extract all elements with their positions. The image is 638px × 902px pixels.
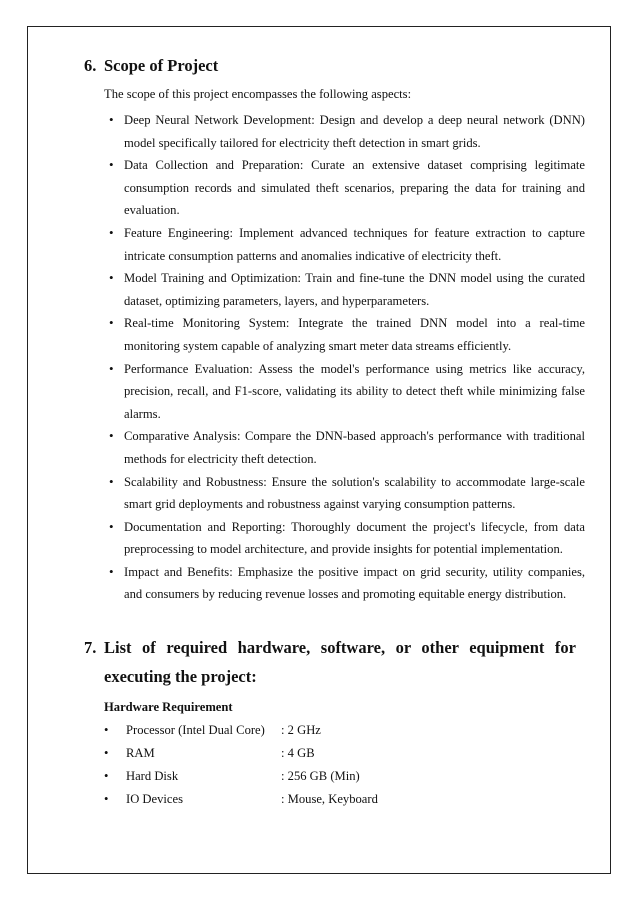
section-6 [84,55,585,606]
section-title: Scope of Project [104,56,219,75]
section-title-line-1: List of required hardware, software, or other equipment for [104,638,576,657]
section-6-heading [84,55,585,77]
list-item: • Real-time Monitoring System: Integrate the trained DNN model into a real-time monitoring system capable of analyzing smart meter data streams efficiently. [124,312,585,357]
bullet-icon: • [104,723,109,737]
section-number: 7. [84,638,97,657]
bullet-icon: • [109,112,114,127]
scope-list [84,109,585,606]
list-item: • Comparative Analysis: Compare the DNN-based approach's performance with traditional methods for electricity theft detection. [124,425,585,470]
hardware-label: Processor (Intel Dual Core) [126,723,265,737]
bullet-icon: • [109,428,114,444]
hardware-label: RAM [126,746,155,760]
hardware-value: : 2 GHz [281,723,321,737]
bullet-icon: • [109,563,114,579]
hardware-label: Hard Disk [126,769,179,783]
list-item: • Deep Neural Network Development: Design and develop a deep neural network (DNN) model specifically tailored for electricity theft detection in smart grids. [124,109,585,154]
section-number: 6. [84,56,97,75]
bullet-icon: • [109,360,114,376]
bullet-icon: • [104,746,109,760]
hardware-value: : Mouse, Keyboard [281,792,378,806]
intro-paragraph: The scope of this project encompasses the following aspects: [104,87,412,101]
list-item: • Data Collection and Preparation: Curate an extensive dataset comprising legitimate consumption records and simulated theft scenarios, preparing the data for training and evaluation. [124,154,585,222]
bullet-icon: • [109,157,114,173]
hardware-value: : 256 GB (Min) [281,769,360,783]
list-item: • Impact and Benefits: Emphasize the positive impact on grid security, utility companies, and consumers by reducing revenue losses and promoting equitable energy distribution. [124,561,585,606]
hardware-value: : 4 GB [281,746,315,760]
bullet-icon: • [109,473,114,489]
bullet-icon: • [109,224,114,240]
hardware-label: IO Devices [126,792,183,806]
list-item: • Model Training and Optimization: Train and fine-tune the DNN model using the curated dataset, optimizing parameters, layers, and hyperparameters. [124,267,585,312]
hardware-requirement-title: Hardware Requirement [104,700,233,714]
bullet-icon: • [109,518,114,534]
section-7 [84,633,576,811]
hardware-table [104,719,576,811]
list-item: • Documentation and Reporting: Thoroughly document the project's lifecycle, from data preprocessing to model architecture, and provide insights for potential implementation. [124,516,585,561]
list-item: • Scalability and Robustness: Ensure the solution's scalability to accommodate large-scale smart grid deployments and robustness against varying consumption patterns. [124,471,585,516]
list-item: • Feature Engineering: Implement advanced techniques for feature extraction to capture intricate consumption patterns and anomalies indicative of electricity theft. [124,222,585,267]
bullet-icon: • [104,769,109,783]
bullet-icon: • [109,315,114,331]
section-7-heading [84,633,576,691]
table-row [104,788,576,811]
list-item: • Performance Evaluation: Assess the model's performance using metrics like accuracy, precision, recall, and F1-score, validating its ability to detect theft while minimizing false alarms. [124,358,585,426]
table-row [104,742,576,765]
bullet-icon: • [109,270,114,286]
section-title-line-2: executing the project: [104,667,257,686]
table-row [104,765,576,788]
table-row [104,719,576,742]
bullet-icon: • [104,792,109,806]
